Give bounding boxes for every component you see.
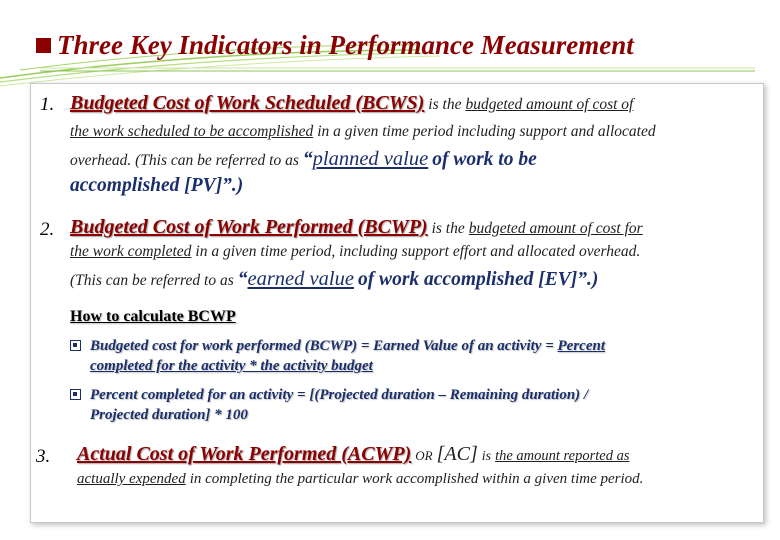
item-2-line-2 xyxy=(70,243,640,261)
item-2-text: is the xyxy=(431,220,465,237)
item-3-text: OR xyxy=(415,448,433,463)
bullet-text-line: Percent xyxy=(557,338,605,354)
item-2-text: in a given time period, including support effort and allocated overhead. xyxy=(195,243,641,260)
item-1-text: is the xyxy=(428,96,462,113)
item-1-text: budgeted amount of cost of xyxy=(465,96,634,113)
item-3-line-2 xyxy=(77,470,643,488)
item-2-text: budgeted amount of cost for xyxy=(468,220,643,237)
bullet-text-line: completed for the activity * the activity budget xyxy=(90,358,373,374)
item-1-line-1 xyxy=(70,92,633,115)
item-1-text: accomplished [PV]”.) xyxy=(70,175,244,196)
item-2-line-1 xyxy=(70,216,643,239)
item-3-text: the amount reported as xyxy=(495,448,630,464)
bullet-item xyxy=(70,336,605,376)
bullet-text-line: Projected duration] * 100 xyxy=(90,407,248,423)
item-2-line-3 xyxy=(70,268,598,291)
item-1-line-4 xyxy=(70,175,243,197)
bullet-item xyxy=(70,385,588,425)
item-1-text: overhead. (This can be referred to as xyxy=(70,152,299,169)
item-1-number: 1. xyxy=(40,94,55,115)
item-1-line-2 xyxy=(70,123,656,141)
item-3-text: actually expended xyxy=(77,471,186,487)
item-1-line-3 xyxy=(70,148,537,171)
item-2-text: “ xyxy=(237,269,248,290)
checkbox-bullet-icon xyxy=(70,389,81,400)
term-bcwp: Budgeted Cost of Work Performed (BCWP) xyxy=(70,216,428,238)
earned-value-text: earned value xyxy=(247,268,354,290)
square-bullet-icon xyxy=(36,38,51,53)
item-2-number: 2. xyxy=(40,219,55,240)
item-3-line-1 xyxy=(77,443,629,466)
term-acwp: Actual Cost of Work Performed (ACWP) xyxy=(77,443,412,465)
item-2-text: the work completed xyxy=(70,243,192,260)
item-1-text: the work scheduled to be accomplished xyxy=(70,123,314,140)
bullet-text xyxy=(90,385,588,425)
slide-title-bar xyxy=(36,30,634,61)
item-3-number: 3. xyxy=(36,446,51,467)
how-to-heading: How to calculate BCWP xyxy=(70,308,236,325)
item-3-text: [AC] xyxy=(436,443,478,465)
item-3-text: is xyxy=(481,449,492,464)
term-bcws: Budgeted Cost of Work Scheduled (BCWS) xyxy=(70,92,425,114)
slide-title: Three Key Indicators in Performance Measurement xyxy=(57,30,634,60)
item-3-text: in completing the particular work accomplished within a given time period. xyxy=(189,471,644,487)
item-2-text: (This can be referred to as xyxy=(70,272,234,289)
planned-value-text: planned value xyxy=(312,148,429,170)
item-1-text: in a given time period including support and allocated xyxy=(317,123,656,140)
item-1-text: “ xyxy=(302,149,313,170)
bullet-text xyxy=(90,336,605,376)
checkbox-bullet-icon xyxy=(70,340,81,351)
bullet-text-line: Percent completed for an activity = [(Projected duration – Remaining duration) / xyxy=(90,387,589,403)
item-2-text: of work accomplished [EV]”.) xyxy=(357,269,599,290)
item-1-text: of work to be xyxy=(432,149,537,170)
bullet-text-line: Budgeted cost for work performed (BCWP) = Earned Value of an activity = xyxy=(90,338,554,354)
